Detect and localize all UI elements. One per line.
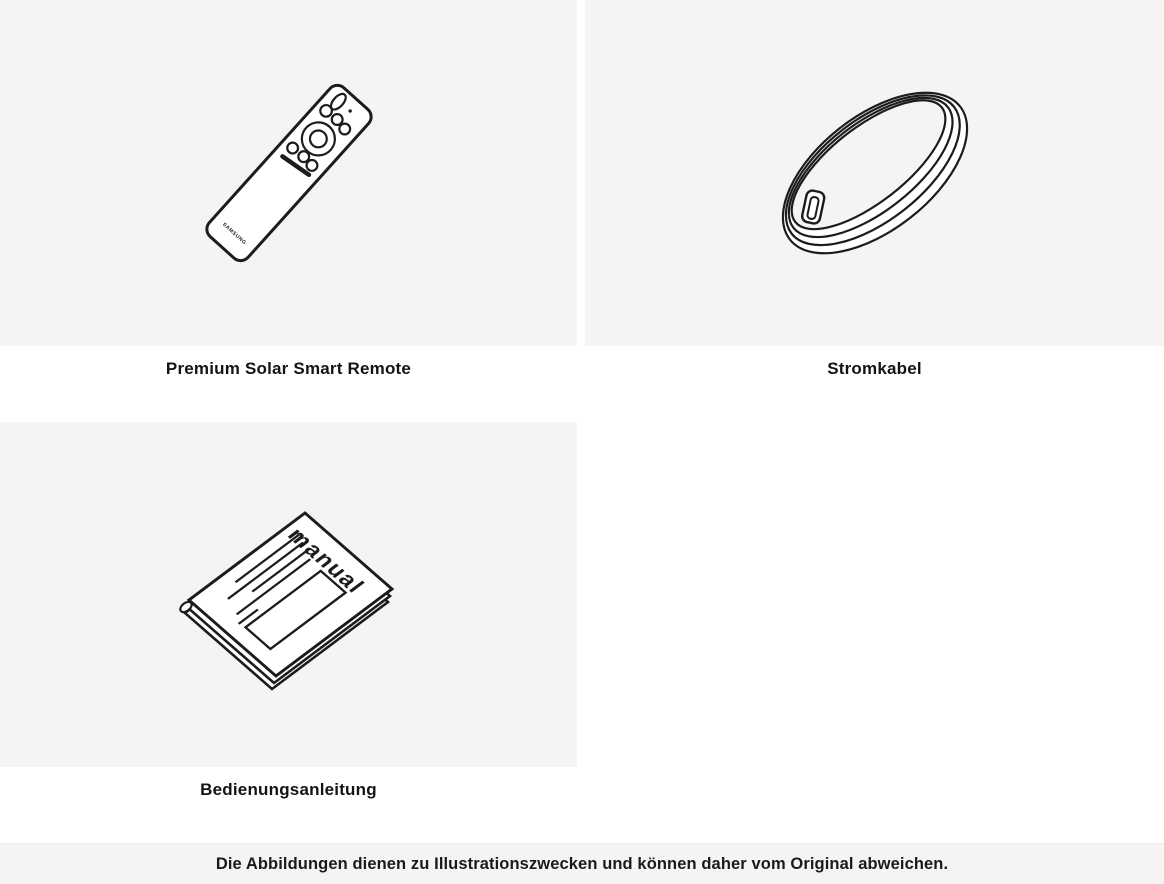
empty-caption-cell xyxy=(585,767,1164,843)
disclaimer-text: Die Abbildungen dienen zu Illustrationszwecken und können daher vom Original abweichen. xyxy=(215,854,949,873)
manual-booklet-icon xyxy=(0,422,577,767)
caption-remote: Premium Solar Smart Remote xyxy=(0,346,577,422)
caption-manual: Bedienungsanleitung xyxy=(0,767,577,843)
power-cable-illustration-card xyxy=(585,0,1164,346)
power-cable-icon xyxy=(755,53,995,293)
caption-power-cable: Stromkabel xyxy=(585,346,1164,422)
remote-body xyxy=(202,81,374,264)
manual-illustration-card xyxy=(0,422,577,767)
disclaimer-bar xyxy=(0,843,1164,884)
remote-brand-text: SAMSUNG xyxy=(220,221,247,247)
remote-control-icon xyxy=(159,43,419,303)
remote-illustration-card xyxy=(0,0,577,346)
manual-cover-title: manual xyxy=(282,523,371,598)
empty-grid-cell xyxy=(585,422,1164,767)
